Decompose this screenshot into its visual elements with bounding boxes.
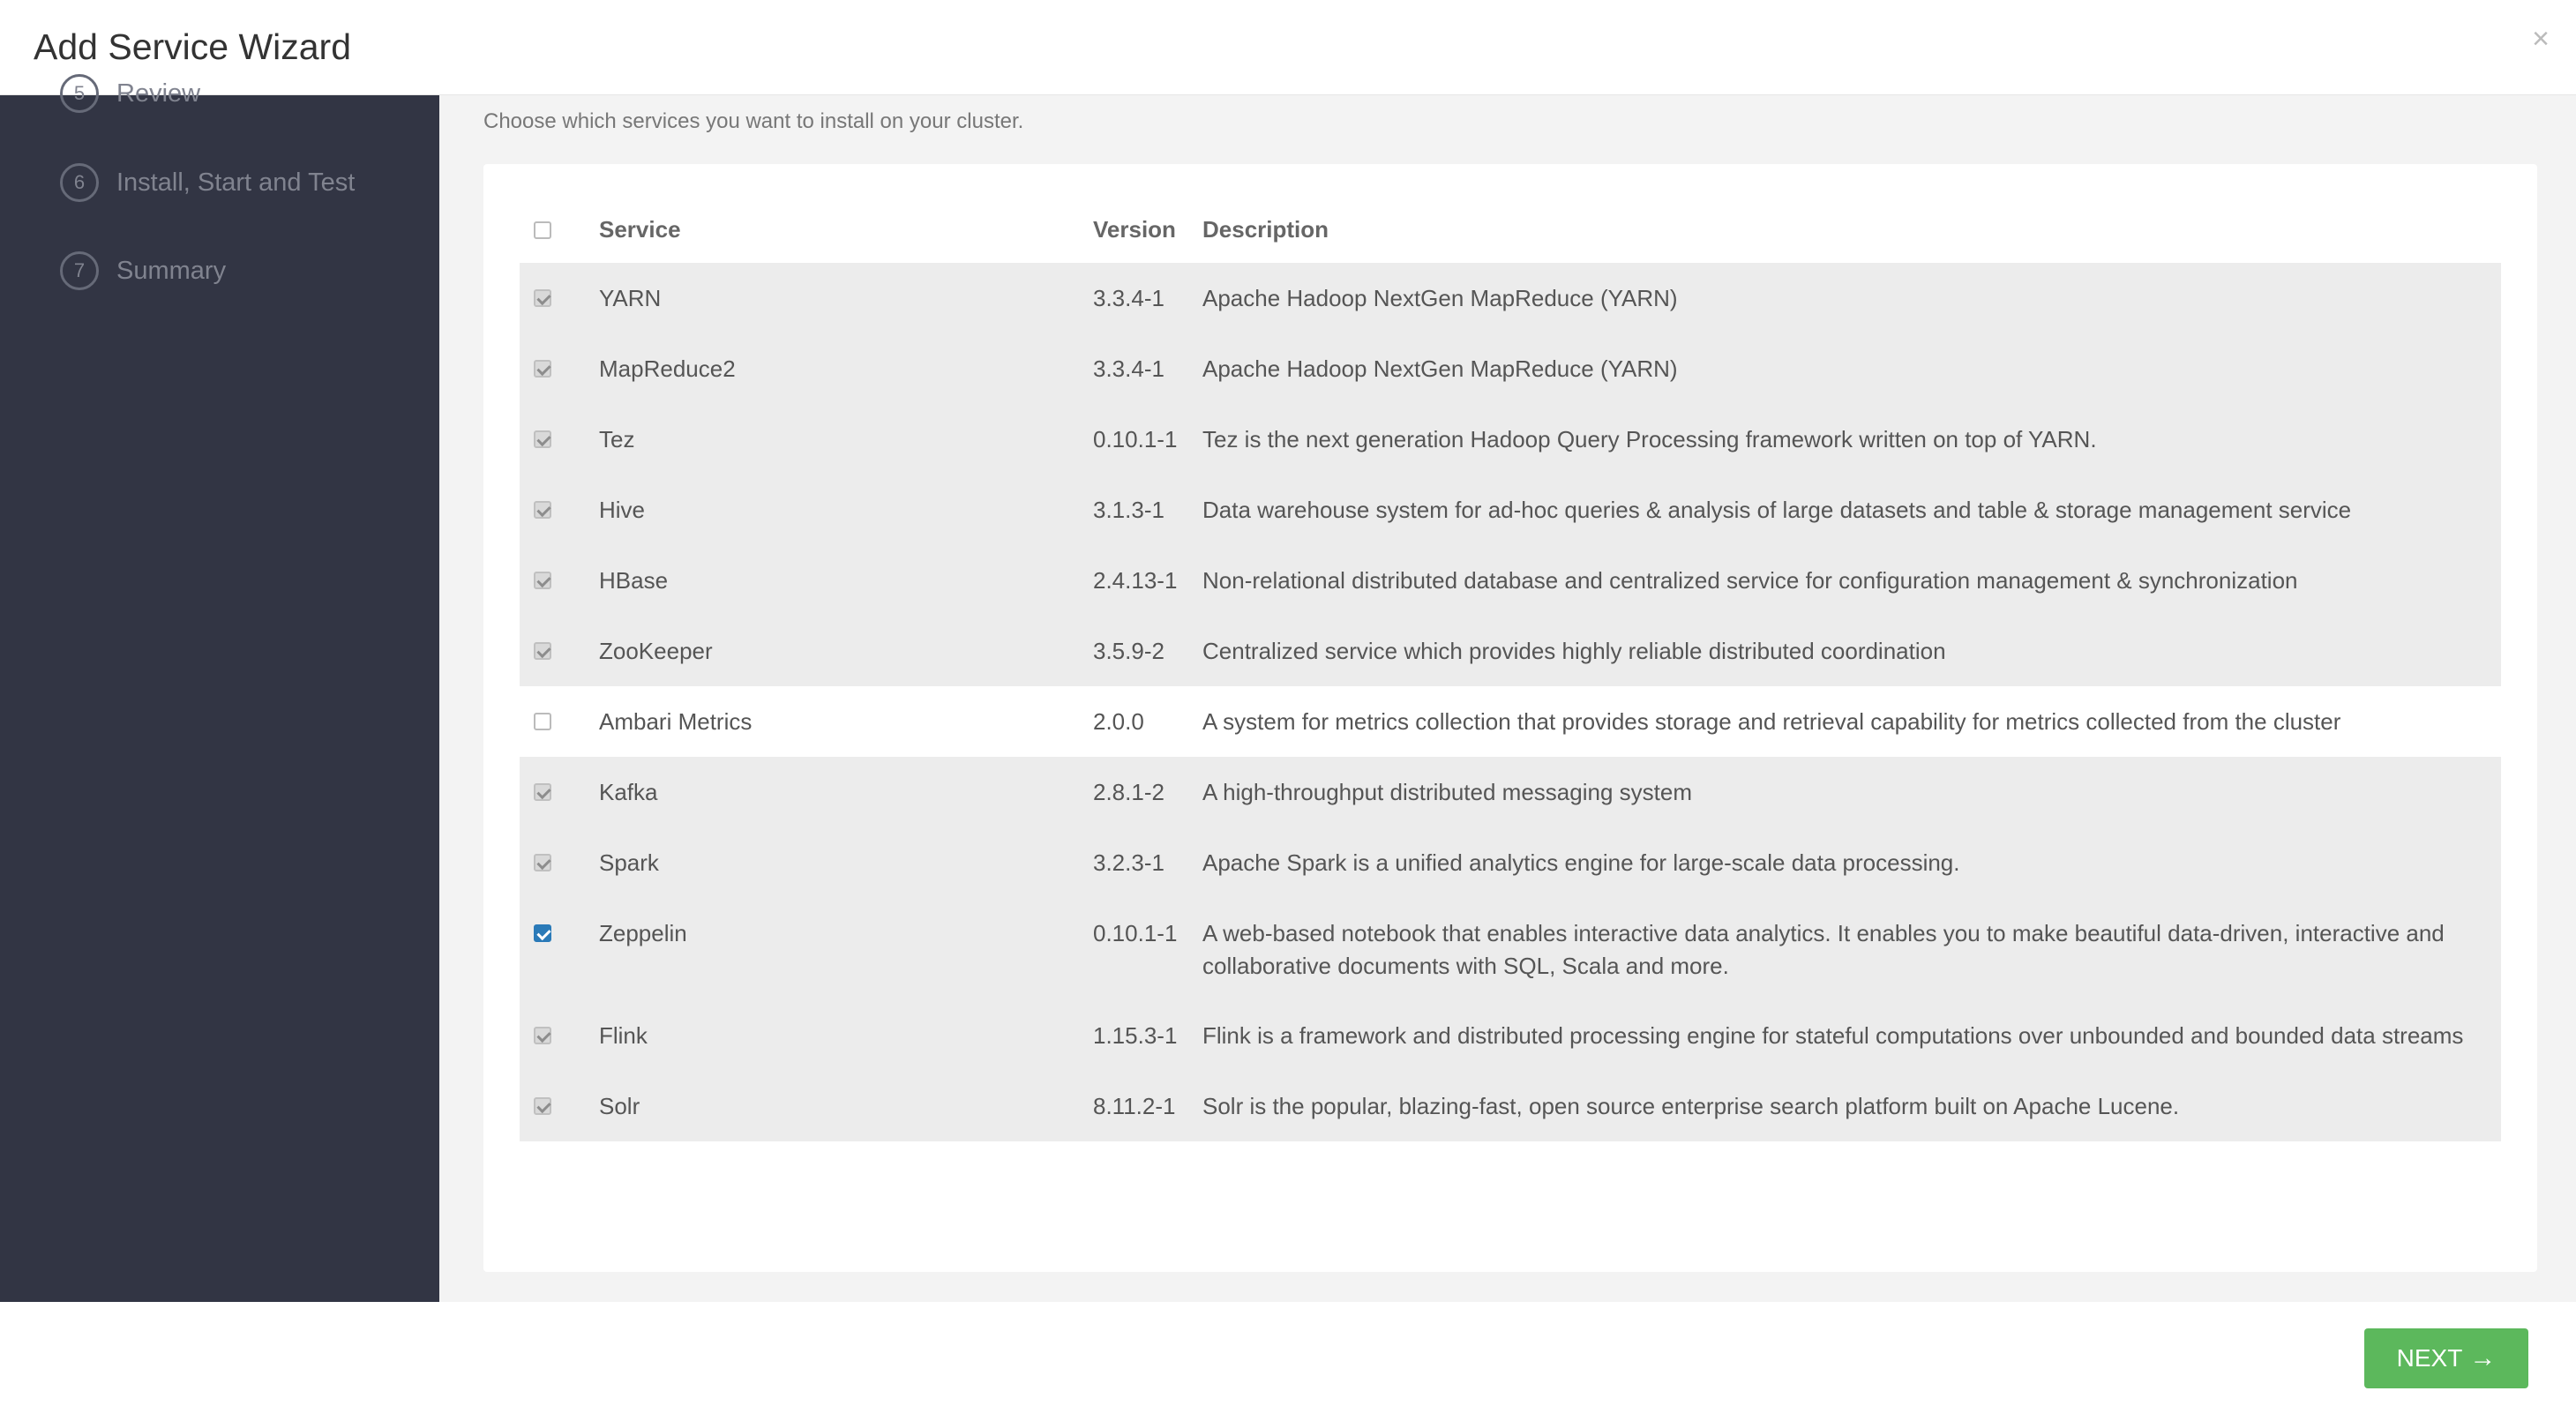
service-name: Spark bbox=[599, 827, 1093, 898]
service-description: Apache Spark is a unified analytics engine for large-scale data processing. bbox=[1202, 827, 2501, 898]
service-version: 2.4.13-1 bbox=[1093, 545, 1202, 616]
modal-footer bbox=[0, 1302, 2576, 1406]
select-all-checkbox[interactable] bbox=[534, 221, 551, 239]
table-header-row bbox=[520, 196, 2501, 263]
table-row[interactable] bbox=[520, 616, 2501, 686]
service-description: A system for metrics collection that provides storage and retrieval capability for metrics collected from the cluster bbox=[1202, 686, 2501, 757]
service-name: YARN bbox=[599, 263, 1093, 333]
service-checkbox[interactable] bbox=[534, 642, 551, 660]
next-button[interactable] bbox=[2364, 1328, 2528, 1388]
table-row[interactable] bbox=[520, 757, 2501, 827]
service-version: 2.0.0 bbox=[1093, 686, 1202, 757]
service-description: Flink is a framework and distributed processing engine for stateful computations over unbounded and bounded data streams bbox=[1202, 1000, 2501, 1071]
service-description: A web-based notebook that enables interactive data analytics. It enables you to make beautiful data-driven, interactive and collaborative documents with SQL, Scala and more. bbox=[1202, 898, 2501, 1000]
service-checkbox[interactable] bbox=[534, 430, 551, 448]
table-row[interactable] bbox=[520, 686, 2501, 757]
service-description: Apache Hadoop NextGen MapReduce (YARN) bbox=[1202, 333, 2501, 404]
service-version: 2.8.1-2 bbox=[1093, 757, 1202, 827]
service-description: Tez is the next generation Hadoop Query Processing framework written on top of YARN. bbox=[1202, 404, 2501, 475]
service-version: 3.2.3-1 bbox=[1093, 827, 1202, 898]
table-row[interactable] bbox=[520, 898, 2501, 1000]
service-checkbox[interactable] bbox=[534, 572, 551, 589]
service-version: 1.15.3-1 bbox=[1093, 1000, 1202, 1071]
modal-header bbox=[0, 0, 2576, 95]
service-version: 3.5.9-2 bbox=[1093, 616, 1202, 686]
service-name: HBase bbox=[599, 545, 1093, 616]
column-header-description: Description bbox=[1202, 215, 1329, 243]
service-checkbox[interactable] bbox=[534, 360, 551, 378]
service-version: 8.11.2-1 bbox=[1093, 1071, 1202, 1141]
service-name: Zeppelin bbox=[599, 898, 1093, 1000]
service-version: 3.3.4-1 bbox=[1093, 263, 1202, 333]
step-number-badge: 5 bbox=[60, 74, 99, 113]
service-description: Solr is the popular, blazing-fast, open source enterprise search platform built on Apache Lucene. bbox=[1202, 1071, 2501, 1141]
main-content bbox=[439, 95, 2576, 1302]
service-checkbox[interactable] bbox=[534, 924, 551, 942]
table-row[interactable] bbox=[520, 475, 2501, 545]
step-number-badge: 7 bbox=[60, 251, 99, 290]
services-card bbox=[483, 164, 2537, 1272]
service-name: MapReduce2 bbox=[599, 333, 1093, 404]
service-checkbox[interactable] bbox=[534, 854, 551, 871]
table-row[interactable] bbox=[520, 263, 2501, 333]
sidebar-step-review[interactable] bbox=[60, 73, 200, 114]
service-name: Flink bbox=[599, 1000, 1093, 1071]
wizard-sidebar bbox=[0, 79, 439, 1302]
arrow-right-icon: → bbox=[2469, 1343, 2497, 1372]
sidebar-step-summary[interactable] bbox=[60, 251, 226, 291]
service-checkbox[interactable] bbox=[534, 713, 551, 730]
close-icon[interactable]: × bbox=[2532, 22, 2550, 56]
page-subtitle: Choose which services you want to install on your cluster. bbox=[483, 109, 1024, 133]
service-checkbox[interactable] bbox=[534, 783, 551, 801]
step-label: Summary bbox=[116, 256, 227, 285]
service-name: Tez bbox=[599, 404, 1093, 475]
next-button-label: NEXT bbox=[2396, 1344, 2463, 1372]
table-row[interactable] bbox=[520, 545, 2501, 616]
service-checkbox[interactable] bbox=[534, 501, 551, 519]
service-description: Apache Hadoop NextGen MapReduce (YARN) bbox=[1202, 263, 2501, 333]
sidebar-step-install[interactable] bbox=[60, 162, 355, 203]
service-name: Solr bbox=[599, 1071, 1093, 1141]
table-row[interactable] bbox=[520, 827, 2501, 898]
service-description: Data warehouse system for ad-hoc queries & analysis of large datasets and table & storage management service bbox=[1202, 475, 2501, 545]
service-name: Kafka bbox=[599, 757, 1093, 827]
service-description: Centralized service which provides highly reliable distributed coordination bbox=[1202, 616, 2501, 686]
service-version: 0.10.1-1 bbox=[1093, 898, 1202, 1000]
table-row[interactable] bbox=[520, 404, 2501, 475]
table-row[interactable] bbox=[520, 1071, 2501, 1141]
service-checkbox[interactable] bbox=[534, 289, 551, 307]
step-label: Install, Start and Test bbox=[116, 168, 356, 197]
column-header-version: Version bbox=[1093, 215, 1176, 243]
service-description: A high-throughput distributed messaging system bbox=[1202, 757, 2501, 827]
services-table bbox=[520, 196, 2501, 1141]
service-name: Hive bbox=[599, 475, 1093, 545]
service-checkbox[interactable] bbox=[534, 1097, 551, 1115]
service-description: Non-relational distributed database and centralized service for configuration management & synchronization bbox=[1202, 545, 2501, 616]
service-version: 0.10.1-1 bbox=[1093, 404, 1202, 475]
column-header-service: Service bbox=[599, 215, 681, 243]
service-checkbox[interactable] bbox=[534, 1027, 551, 1044]
table-row[interactable] bbox=[520, 333, 2501, 404]
service-name: ZooKeeper bbox=[599, 616, 1093, 686]
step-number-badge: 6 bbox=[60, 163, 99, 202]
step-label: Review bbox=[116, 79, 201, 108]
service-version: 3.3.4-1 bbox=[1093, 333, 1202, 404]
modal-title: Add Service Wizard bbox=[34, 26, 352, 67]
table-row[interactable] bbox=[520, 1000, 2501, 1071]
service-name: Ambari Metrics bbox=[599, 686, 1093, 757]
service-version: 3.1.3-1 bbox=[1093, 475, 1202, 545]
